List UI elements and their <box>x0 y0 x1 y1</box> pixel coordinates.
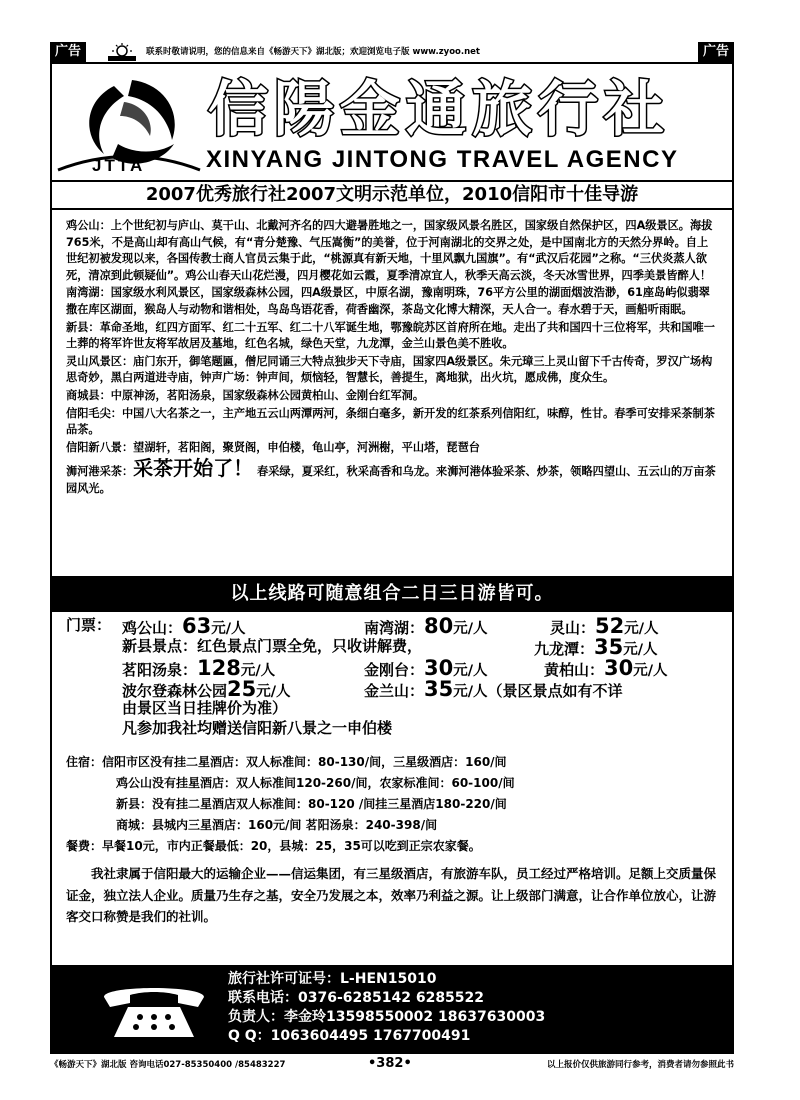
publication-logo-icon <box>104 42 140 62</box>
agency-name-english: XINYANG JINTONG TRAVEL AGENCY <box>206 146 679 173</box>
top-ad-bar <box>50 42 734 62</box>
hotel-line: 住宿：信阳市区没有挂二星酒店：双人标准间：80-130/间，三星级酒店：160/间 <box>66 755 507 769</box>
tickets-title: 门票： <box>66 616 112 634</box>
attraction-item <box>66 388 716 405</box>
attraction-text: 上个世纪初与庐山、莫干山、北戴河齐名的四大避暑胜地之一，国家级风景名胜区，国家级自然保护区，四A级景区。海拔765米，不是高山却有高山气候，有“青分楚豫、气压嵩衡”的美誉，位于河南湖北的交界之处，是中国南北方的天然分界岭。自上世纪初被发现以来，各国传教士商人官员云集于此，“桃源真有新天地，十里风飘九国旗”。有“武汉后花园”之称。“三伏炎蒸人欲死，清凉到此顿疑仙”。鸡公山春天山花烂漫，四月樱花如云霞，夏季清凉宜人，秋季天高云淡，冬天冰雪世界，四季美景皆醉人！ <box>66 219 713 282</box>
ticket-item: 南湾湖：80元/人 <box>364 614 488 638</box>
ticket-item: 鸡公山：63元/人 <box>122 614 246 638</box>
ad-tag-right: 广告 <box>698 42 734 62</box>
ad-tag-left: 广告 <box>50 42 86 62</box>
attraction-item <box>66 354 716 387</box>
tea-picking-item <box>66 456 716 497</box>
attractions-list <box>66 218 716 499</box>
attraction-label: 灵山风景区： <box>66 354 134 368</box>
contact-box <box>52 965 732 1052</box>
attraction-label: 南湾湖： <box>66 286 111 300</box>
attraction-text: 庙门东开，御笔题匾，僧尼同诵三大特点独步天下寺庙，国家四A级景区。朱元璋三上灵山留下千古传奇，罗汉广场构思奇妙，黑白两道进寺庙，钟声广场：钟声间，烦恼轻，智慧长，善提生，离地狱，出火坑，愿成佛，度众生。 <box>66 354 713 385</box>
ticket-item: 九龙潭：35元/人 <box>534 635 658 659</box>
agency-name-chinese: 信陽金通旅行社 <box>208 75 670 145</box>
attraction-label: 信阳新八景： <box>66 440 134 454</box>
meal-line: 餐费：早餐10元，市内正餐最低：20，县城：25，35可以吃到正宗农家餐。 <box>66 839 481 853</box>
attraction-text: 国家级水利风景区，国家级森林公园，四A级景区，中原名湖，豫南明珠，76平方公里的湖面烟波浩渺，61座岛屿似翡翠撒在库区湖面，猴岛人与动物和谐相处，鸟岛鸟语花香，荷香幽深，茶岛文化博大精深，天人合一。春水碧于天，画船听雨眠。 <box>66 286 710 316</box>
tea-headline: 采茶开始了！ <box>133 456 254 481</box>
ticket-item: 新县景点：红色景点门票全免，只收讲解费， <box>122 637 423 655</box>
tea-text: 春采绿，夏采红，秋采高香和乌龙。来浉河港体验采茶、炒茶，领略四望山、五云山的万亩茶园风光。 <box>66 465 716 495</box>
ticket-item: 灵山：52元/人 <box>550 614 659 638</box>
hotel-line: 鸡公山没有挂星酒店：双人标准间120-260/间，农家标准间：60-100/间 <box>116 776 515 790</box>
tea-label: 浉河港采茶： <box>66 465 134 479</box>
logo-abbreviation: JTTA <box>92 156 146 175</box>
phone-numbers: 联系电话：0376-6285142 6285522 <box>228 990 485 1006</box>
attraction-text: 望湖轩，茗阳阁，聚贤阁，申伯楼，龟山亭，河洲榭，平山塔，琵琶台 <box>133 440 480 454</box>
ticket-row <box>66 677 726 701</box>
ticket-row <box>66 635 726 659</box>
ticket-item: 黄柏山：30元/人 <box>544 656 668 680</box>
manager-contact: 负责人：李金玲13598550002 18637630003 <box>228 1009 546 1025</box>
attraction-label: 鸡公山： <box>66 219 111 232</box>
hotel-line: 新县：没有挂二星酒店双人标准间：80-120 /间挂三星酒店180-220/间 <box>116 797 507 811</box>
attraction-label: 商城县： <box>66 388 111 402</box>
footer-publication: 《畅游天下》湖北版 咨询电话027-85350400 /85483227 <box>50 1060 286 1070</box>
ticket-note: 由景区当日挂牌价为准） <box>122 699 288 717</box>
honor-banner: 2007优秀旅行社2007文明示范单位，2010信阳市十佳导游 <box>52 180 732 210</box>
attraction-item <box>66 218 716 284</box>
ticket-item: 茗阳汤泉：128元/人 <box>122 656 276 680</box>
attraction-label: 新县： <box>66 320 100 334</box>
attraction-item <box>66 440 716 457</box>
ticket-row <box>66 614 726 638</box>
attraction-item <box>66 406 716 439</box>
attraction-label: 信阳毛尖： <box>66 406 122 420</box>
hotel-line: 商城：县城内三星酒店：160元/间 茗阳汤泉：240-398/间 <box>116 818 438 832</box>
telephone-icon <box>94 977 214 1043</box>
publication-notice: 联系时敬请说明，您的信息来自《畅游天下》湖北版；欢迎浏览电子版 www.zyoo.net <box>146 47 480 57</box>
page-footer <box>50 1056 734 1070</box>
attraction-text: 中国八大名茶之一，主产地五云山两潭两河，条细白毫多，新开发的红茶系列信阳红，味醇，性甘。春季可安排采茶制茶品茶。 <box>66 406 715 437</box>
ticket-item: 波尔登森林公园25元/人 <box>122 677 291 701</box>
attraction-text: 革命圣地，红四方面军、红二十五军、红二十八军诞生地，鄂豫皖苏区首府所在地。走出了共和国四十三位将军，共和国唯一土葬的将军许世友将军故居及墓地，红色名城，绿色天堂，九龙潭，金兰山景色美不胜收。 <box>66 320 715 351</box>
ticket-row <box>66 656 726 680</box>
ticket-item: 金兰山：35元/人（景区景点如有不详 <box>364 677 623 701</box>
contact-details <box>228 970 545 1046</box>
combo-banner: 以上线路可随意组合二日三日游皆可。 <box>52 576 732 612</box>
attraction-item <box>66 285 716 318</box>
ticket-item: 金刚台：30元/人 <box>364 656 488 680</box>
attraction-text: 中原神汤，茗阳汤泉，国家级森林公园黄柏山、金刚台红军洞。 <box>110 388 425 402</box>
gift-note: 凡参加我社均赠送信阳新八景之一申伯楼 <box>122 719 393 737</box>
footer-disclaimer: 以上报价仅供旅游同行参考，消费者请勿参照此书 <box>546 1060 734 1070</box>
attraction-item <box>66 320 716 353</box>
agency-description: 我社隶属于信阳最大的运输企业——信运集团，有三星级酒店，有旅游车队，员工经过严格培训。足额上交质量保证金，独立法人企业。质量乃生存之基，安全乃发展之本，效率乃利益之源。让上级部门满意，让合作单位放心，让游客交口称赞是我们的社训。 <box>66 866 717 924</box>
ticket-prices <box>66 614 726 738</box>
accommodation-section <box>66 752 726 857</box>
qq-numbers: Q Q：1063604495 1767700491 <box>228 1028 471 1044</box>
license-number: 旅行社许可证号：L-HEN15010 <box>228 971 437 987</box>
page-number: •382• <box>368 1056 412 1071</box>
